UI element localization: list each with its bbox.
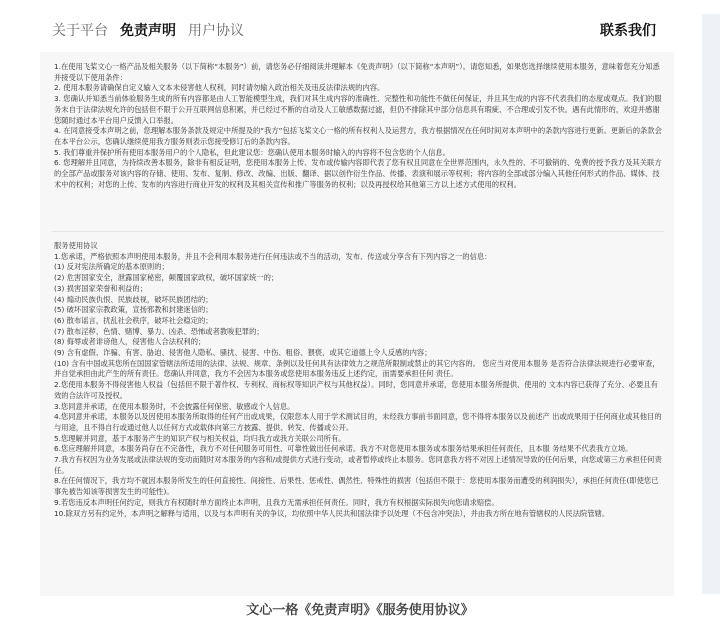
disclaimer-section bbox=[54, 62, 664, 190]
tab-about-platform[interactable]: 关于平台 bbox=[52, 23, 108, 39]
service-paragraph: 9.若您违反本声明任何约定，则我方有权随时单方面终止本声明，且我方无需承担任何责任。同时，我方有权根据实际损失向您请求赔偿。 bbox=[54, 497, 499, 507]
service-paragraph: 6.您应理解并同意，本服务尚存在不完备性，我方不对任何服务可用性、可靠性做出任何承诺。我方不对您使用本服务或本服务结果承担任何责任，且本服 务结果不代表我方立场。 bbox=[54, 444, 633, 454]
service-paragraph: 7.我方有权因为业务发展或法律法规的变动而随时对本服务的内容和/或提供方式进行变动，或者暂停或终止本服务。您同意我方将不对因上述情况导致的任何后果，向您或第三方承担任何责任。 bbox=[54, 455, 662, 475]
section-divider bbox=[52, 231, 664, 232]
service-paragraph: 3.您同意并承诺，在使用本服务时，不会披露任何保密、敏感或个人信息。 bbox=[54, 401, 295, 411]
service-paragraph: (7) 散布淫秽、色情、赌博、暴力、凶杀、恐怖或者教唆犯罪的； bbox=[54, 326, 264, 336]
image-caption: 文心一格《免责声明》《服务使用协议》 bbox=[246, 603, 474, 618]
service-paragraph: 5.您理解并同意，基于本服务产生的知识产权与相关权益，均归我方或我方关联公司所有。 bbox=[54, 433, 346, 443]
tab-disclaimer[interactable]: 免责声明 bbox=[120, 23, 176, 39]
tab-user-agreement[interactable]: 用户协议 bbox=[188, 23, 244, 39]
service-paragraph: (6) 散布谣言，扰乱社会秩序，破坏社会稳定的； bbox=[54, 315, 213, 325]
disclaimer-paragraph: 1.在使用飞桨文心一格产品及相关服务（以下简称“本服务”）前，请您务必仔细阅读并理解本《免责声明》（以下简称“本声明”）。请您知悉，如果您选择继续使用本服务，意味着您充分知悉并接受以下使用条件： bbox=[54, 62, 660, 82]
disclaimer-paragraph: 2. 使用本服务请确保自定义输入文本未侵害他人权利，同时请勿输入政治相关及违反法律法规的内容。 bbox=[54, 83, 385, 93]
top-nav bbox=[0, 0, 720, 50]
disclaimer-paragraph: 5. 我们尊重并保护所有使用本服务用户的个人隐私，但此建议您：您确认使用本服务时输入的内容将不包含您的个人信息。 bbox=[54, 147, 451, 157]
service-paragraph: 2.您使用本服务不得侵害他人权益（包括但不限于著作权、专利权、商标权等知识产权与其他权益）。同时，您同意并承诺，您使用本服务所提供、使用的 文本内容已获得了充分、必要且有效的合法许可及授权。 bbox=[54, 380, 658, 400]
service-paragraph: 10.除双方另有约定外，本声明之解释与适用，以及与本声明有关的争议，均依照中华人民共和国法律予以处理（不包含冲突法），并由我方所在地有管辖权的人民法院管辖。 bbox=[54, 508, 610, 518]
service-paragraph: (3) 损害国家荣誉和利益的； bbox=[54, 283, 147, 293]
service-paragraph: (5) 破坏国家宗教政策，宣扬邪教和封建迷信的； bbox=[54, 305, 213, 315]
contact-us-link[interactable]: 联系我们 bbox=[600, 23, 656, 39]
service-paragraph: 1.您承诺，严格依照本声明使用本服务，并且不会利用本服务进行任何违法或不当的活动，发布、传送或分享含有下列内容之一的信息： bbox=[54, 251, 492, 261]
service-heading: 服务使用协议 bbox=[54, 241, 98, 250]
disclaimer-paragraph: 3. 您确认并知悉当前体验服务生成的所有内容都是由人工智能模型生成，我们对其生成内容的准确性、完整性和功能性不做任何保证，并且其生成的内容不代表我们的态度或观点。我们的服务未自于法律法规允许的包括但不限于公开互联网信息积累，并已经过不断的自动及人工敏感数据过滤，但仍不排除其中部分信息具有瑕疵、不合理或引发不快。遇有此情形的，欢迎并感谢您随时通过本平台用户反馈入口举报。 bbox=[54, 94, 662, 125]
service-paragraph: (9) 含有虚假、诈骗、有害、胁迫、侵害他人隐私、骚扰、侵害、中伤、粗俗、猥亵、或其它道德上令人反感的内容； bbox=[54, 348, 432, 358]
service-paragraph: 8.在任何情况下，我方均不就因本服务所发生的任何直接性、间接性、后果性、惩戒性、偶然性、特殊性的损害（包括但不限于：您使用本服务而遭受的利润损失），承担任何责任(即使您已事先被告知该等损害发生的可能性)。 bbox=[54, 476, 659, 497]
service-paragraph: (2) 危害国家安全，泄露国家秘密，颠覆国家政权，破坏国家统一的； bbox=[54, 273, 279, 283]
scrollbar-track[interactable] bbox=[702, 14, 720, 594]
service-paragraph: (8) 侮辱或者诽谤他人，侵害他人合法权利的； bbox=[54, 337, 206, 347]
service-paragraph: (10) 含有中国或其您所在国国家管辖法所适用的法律、法规、规章、条例以及任何具有法律效力之规范所限制或禁止的其它内容的。 您应当对使用本服务 是否符合法律法规进行必要审查，并自觉承担由此产生的所有责任。您确认并同意，我方不会因为本服务或您使用本服务违反上述约定，而需要承担任何 责任。 bbox=[54, 358, 660, 379]
service-paragraph: 4.您同意并承诺，本服务以及因使用本服务所取得的任何产出或成果，仅限您本人用于学术测试目的，未经我方事前书面同意，您不得将本服务以及前述产 出或成果用于任何商业或其他目的与用途，且不得自行或通过他人以任何方式或载体向第三方披露、提供、转发、传播或公开。 bbox=[54, 412, 662, 432]
service-paragraph: (1) 反对宪法所确定的基本原则的； bbox=[54, 262, 169, 272]
service-agreement-section bbox=[54, 241, 664, 519]
disclaimer-paragraph: 6. 您理解并且同意，为持续改善本服务，除非有相反证明，您使用本服务上传、发布或传输内容即代表了您有权且同意在全世界范围内，永久性的、不可撤销的、免费的授予我方及其关联方的全部产品或服务对该内容的存储、使用、发布、复制、修改、改编、出版、翻译、据以创作衍生作品、传播、表演和展示等权利；将内容的全部或部分编入其他任何形式的作品、媒体、技术中的权利；对您的上传、发布的内容进行商业开发的权利及其相关宣传和推广等服务的权利；以及再授权给其他第三方以上述方式使用的权利。 bbox=[54, 158, 662, 189]
disclaimer-paragraph: 4. 在同意接受本声明之前，您理解本服务条款及规定中所提及的“我方”包括飞桨文心一格的所有权利人及运营方，我方根据情况在任何时间对本声明中的条款内容进行更新。更新后的条款会在本平台公示，您确认继续使用我方服务则表示您接受修订后的条款内容。 bbox=[54, 126, 662, 146]
service-paragraph: (4) 煽动民族仇恨、民族歧视，破坏民族团结的； bbox=[54, 294, 213, 304]
